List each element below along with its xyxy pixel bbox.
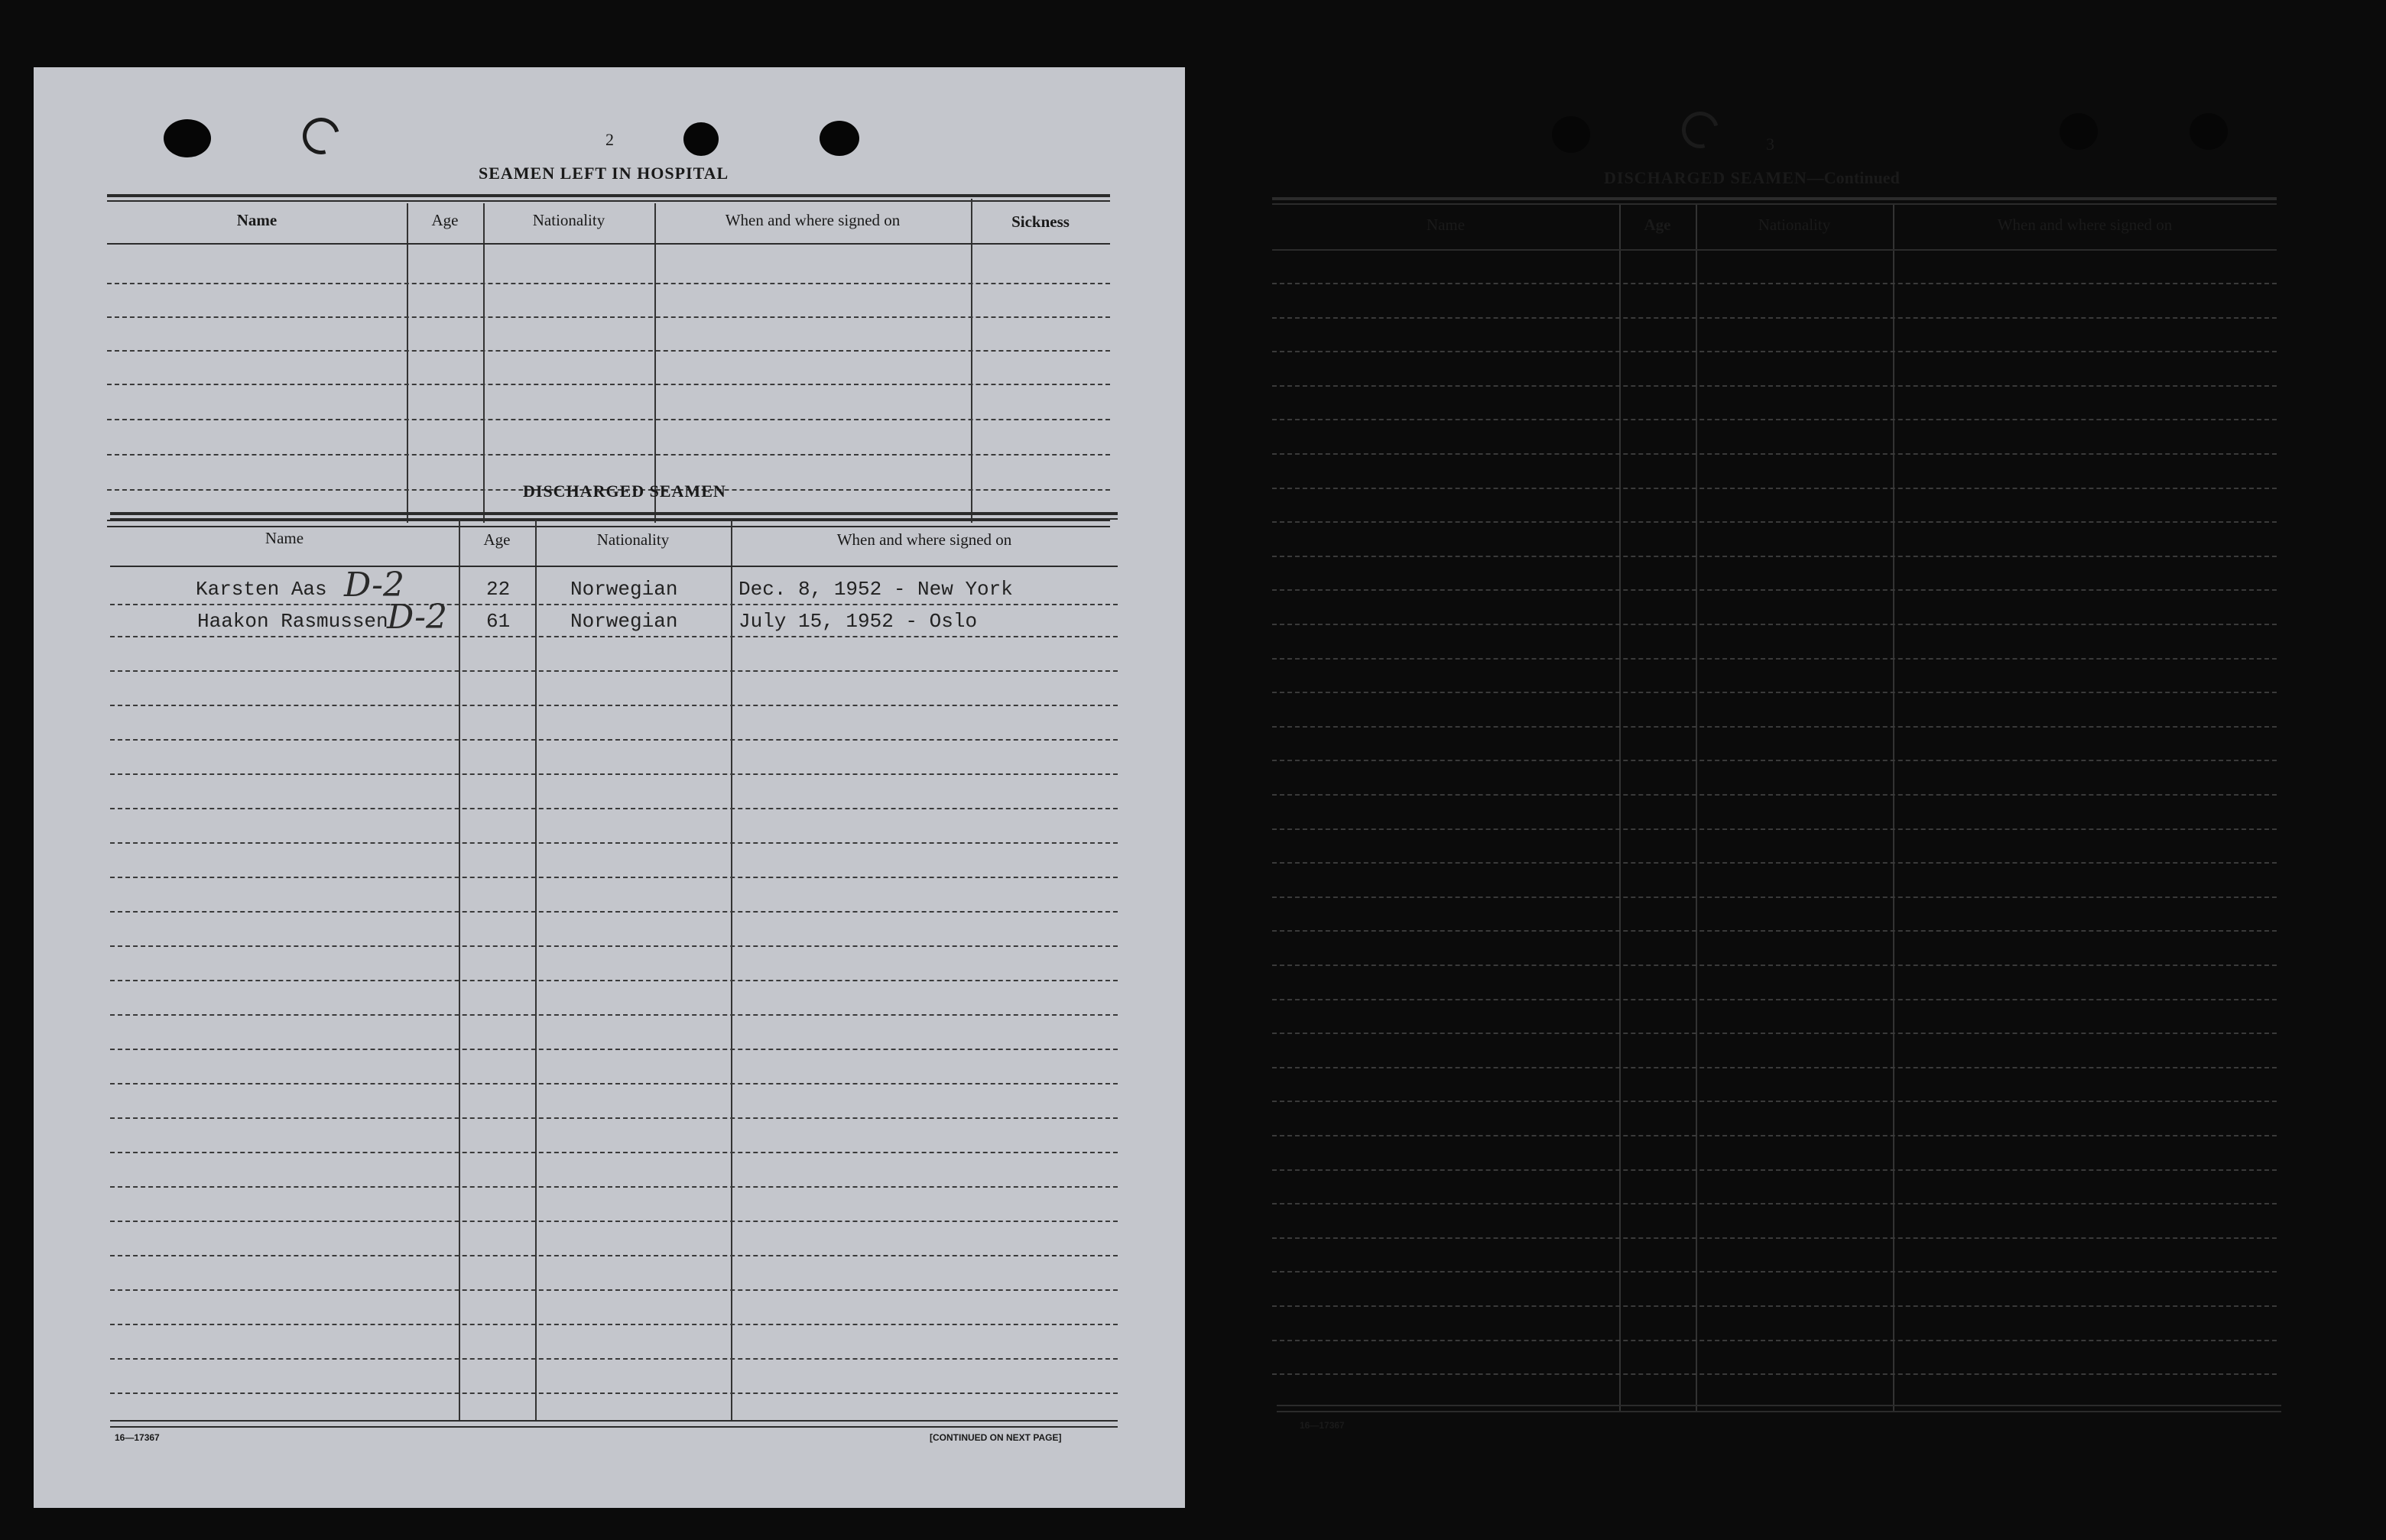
ruled-line bbox=[1272, 658, 2277, 660]
ruled-line bbox=[107, 419, 1110, 420]
ruled-line bbox=[110, 1014, 1118, 1016]
ruled-line bbox=[110, 1083, 1118, 1084]
ruled-line bbox=[110, 1289, 1118, 1291]
ruled-line bbox=[1272, 896, 2277, 898]
discharged-section-title: DISCHARGED SEAMEN bbox=[523, 481, 726, 501]
ruled-line bbox=[110, 604, 1118, 605]
form-number: 16—17367 bbox=[1300, 1420, 1345, 1431]
table-top-rule bbox=[1272, 197, 2277, 200]
punch-hole bbox=[1552, 116, 1590, 153]
ruled-line bbox=[1272, 589, 2277, 591]
ruled-line bbox=[1272, 760, 2277, 761]
ruled-line bbox=[1272, 453, 2277, 455]
seaman-age: 22 bbox=[486, 578, 511, 601]
ruled-line bbox=[1272, 283, 2277, 284]
table-bottom-rule bbox=[110, 1426, 1118, 1428]
punch-hole bbox=[2190, 113, 2228, 150]
ruled-line bbox=[1272, 726, 2277, 728]
ruled-line bbox=[110, 1324, 1118, 1325]
seaman-nationality: Norwegian bbox=[570, 610, 678, 633]
ruled-line bbox=[110, 773, 1118, 775]
column-header-signed-on: When and where signed on bbox=[725, 211, 901, 229]
header-rule bbox=[1272, 249, 2277, 251]
continued-note: [CONTINUED ON NEXT PAGE] bbox=[930, 1432, 1062, 1443]
column-divider bbox=[483, 203, 485, 523]
ruled-line bbox=[1272, 794, 2277, 796]
ruled-line bbox=[107, 384, 1110, 385]
table-bottom-rule bbox=[110, 1420, 1118, 1422]
column-header-signed-on: When and where signed on bbox=[836, 530, 1012, 549]
seaman-signed-on: Dec. 8, 1952 - New York bbox=[739, 578, 1013, 601]
seaman-nationality: Norwegian bbox=[570, 578, 678, 601]
ruled-line bbox=[110, 1117, 1118, 1119]
ruled-line bbox=[110, 911, 1118, 913]
seaman-signed-on: July 15, 1952 - Oslo bbox=[739, 610, 978, 633]
table-bottom-rule bbox=[1277, 1411, 2281, 1412]
ruled-line bbox=[1272, 1203, 2277, 1204]
page-number: 2 bbox=[605, 130, 614, 149]
ruled-line bbox=[1272, 521, 2277, 523]
ruled-line bbox=[1272, 930, 2277, 932]
punch-hole bbox=[683, 122, 719, 156]
table-top-rule bbox=[110, 512, 1118, 515]
header-rule bbox=[107, 243, 1110, 245]
page-number: 3 bbox=[1766, 135, 1774, 154]
ruled-line bbox=[1272, 1271, 2277, 1273]
ruled-line bbox=[110, 877, 1118, 878]
table-top-rule bbox=[110, 518, 1118, 520]
column-divider bbox=[535, 520, 537, 1420]
ruled-line bbox=[1272, 351, 2277, 352]
ruled-line bbox=[1272, 1340, 2277, 1341]
column-header-nationality: Nationality bbox=[532, 211, 605, 229]
ruled-line bbox=[1272, 862, 2277, 864]
ruled-line bbox=[1272, 1135, 2277, 1136]
ruled-line bbox=[1272, 419, 2277, 420]
ruled-line bbox=[1272, 624, 2277, 625]
column-divider bbox=[459, 520, 460, 1420]
column-header-age: Age bbox=[431, 211, 459, 229]
punch-hole-ring bbox=[296, 111, 346, 161]
ruled-line bbox=[110, 1049, 1118, 1050]
ruled-line bbox=[110, 739, 1118, 741]
ruled-line bbox=[1272, 1067, 2277, 1068]
hospital-section-title: SEAMEN LEFT IN HOSPITAL bbox=[479, 164, 729, 183]
column-header-sickness: Sickness bbox=[1011, 212, 1070, 231]
ruled-line bbox=[107, 316, 1110, 318]
seaman-age: 61 bbox=[486, 610, 511, 633]
column-divider bbox=[407, 203, 408, 523]
ruled-line bbox=[107, 350, 1110, 352]
column-header-signed-on: When and where signed on bbox=[1997, 216, 2173, 234]
ruled-line bbox=[110, 945, 1118, 947]
ruled-line bbox=[107, 283, 1110, 284]
table-top-rule bbox=[1272, 203, 2277, 205]
punch-hole-ring bbox=[1675, 105, 1725, 155]
ruled-line bbox=[1272, 317, 2277, 319]
ruled-line bbox=[110, 636, 1118, 637]
form-number: 16—17367 bbox=[115, 1432, 160, 1443]
column-header-age: Age bbox=[483, 530, 511, 549]
ruled-line bbox=[1272, 1305, 2277, 1307]
column-header-age: Age bbox=[1644, 216, 1671, 234]
ruled-line bbox=[107, 454, 1110, 456]
handwritten-annotation: D-2 bbox=[387, 598, 447, 637]
punch-hole bbox=[164, 119, 211, 157]
ruled-line bbox=[1272, 999, 2277, 1000]
ruled-line bbox=[110, 1186, 1118, 1188]
title-suffix: —Continued bbox=[1807, 168, 1900, 187]
column-divider bbox=[731, 520, 732, 1420]
header-rule bbox=[110, 566, 1118, 567]
column-header-name: Name bbox=[265, 529, 304, 547]
ruled-line bbox=[1272, 488, 2277, 489]
ruled-line bbox=[1272, 828, 2277, 830]
column-divider bbox=[971, 199, 972, 523]
table-top-rule bbox=[107, 194, 1110, 197]
ruled-line bbox=[110, 980, 1118, 981]
punch-hole bbox=[820, 121, 859, 156]
ruled-line bbox=[1272, 1237, 2277, 1239]
title-main: DISCHARGED SEAMEN bbox=[1604, 168, 1807, 187]
punch-hole bbox=[2060, 113, 2098, 150]
ruled-line bbox=[110, 1392, 1118, 1394]
seaman-name: Haakon Rasmussen bbox=[197, 610, 388, 633]
ruled-line bbox=[1272, 1101, 2277, 1102]
table-top-rule bbox=[107, 200, 1110, 202]
handwritten-annotation: D-2 bbox=[344, 566, 404, 605]
column-header-nationality: Nationality bbox=[596, 530, 670, 549]
discharged-continued-title bbox=[1604, 168, 1900, 188]
ruled-line bbox=[1272, 1373, 2277, 1375]
ruled-line bbox=[1272, 692, 2277, 693]
ruled-line bbox=[110, 670, 1118, 672]
ruled-line bbox=[1272, 965, 2277, 966]
ruled-line bbox=[110, 808, 1118, 809]
ruled-line bbox=[110, 1221, 1118, 1222]
column-divider bbox=[654, 203, 656, 523]
left-page bbox=[34, 67, 1185, 1508]
ruled-line bbox=[1272, 385, 2277, 387]
ruled-line bbox=[1272, 1033, 2277, 1034]
ruled-line bbox=[110, 705, 1118, 706]
column-header-nationality: Nationality bbox=[1758, 216, 1831, 234]
ruled-line bbox=[110, 842, 1118, 844]
table-bottom-rule bbox=[107, 526, 1110, 527]
ruled-line bbox=[1272, 556, 2277, 557]
ruled-line bbox=[1272, 1169, 2277, 1171]
ruled-line bbox=[110, 1255, 1118, 1256]
column-header-name: Name bbox=[1426, 216, 1466, 234]
seaman-name: Karsten Aas bbox=[196, 578, 327, 601]
column-header-name: Name bbox=[236, 211, 278, 229]
table-bottom-rule bbox=[107, 520, 1110, 521]
ruled-line bbox=[110, 1152, 1118, 1153]
ruled-line bbox=[110, 1358, 1118, 1360]
table-bottom-rule bbox=[1277, 1405, 2281, 1406]
